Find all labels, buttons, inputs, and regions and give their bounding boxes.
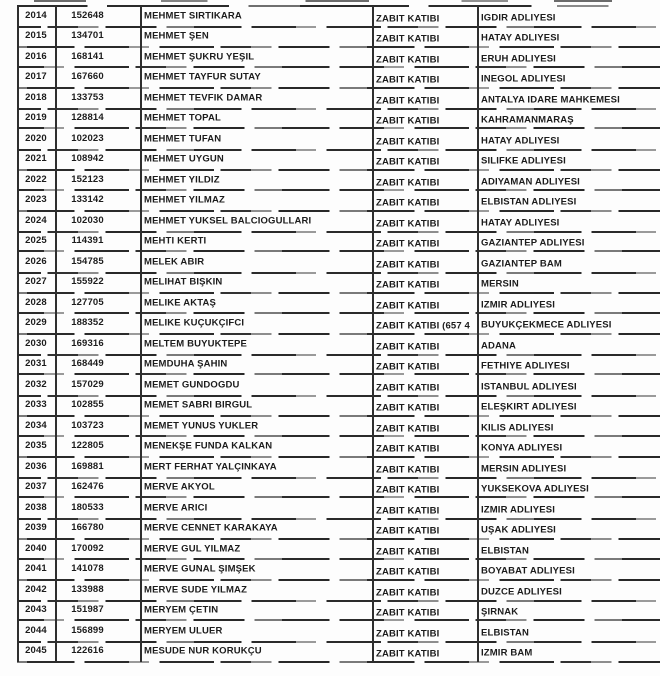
scan-artifact-top-line [34, 0, 612, 2]
cell-registry-number: 122805 [71, 441, 104, 451]
cell-job-title: ZABIT KATİBİ [376, 96, 440, 106]
cell-registry-number: 114391 [71, 236, 104, 246]
cell-registry-number: 108942 [71, 154, 104, 164]
table-row [17, 478, 660, 499]
cell-row-number: 2039 [25, 523, 47, 533]
table-row [17, 334, 660, 355]
cell-row-number: 2034 [25, 420, 47, 430]
personnel-table [17, 6, 660, 662]
cell-registry-number: 180533 [71, 502, 104, 512]
cell-registry-number: 152648 [71, 10, 104, 20]
cell-person-name: MEMDUHA ŞAHİN [144, 359, 228, 369]
cell-person-name: MEHTİ KERTİ [144, 236, 207, 246]
table-row [17, 47, 660, 68]
cell-courthouse-location: HATAY ADLİYESİ [481, 33, 560, 43]
cell-row-number: 2020 [25, 133, 47, 143]
cell-courthouse-location: ADIYAMAN ADLİYESİ [481, 177, 580, 187]
cell-job-title: ZABIT KATİBİ [376, 157, 440, 167]
cell-job-title: ZABIT KATİBİ [376, 424, 440, 434]
cell-registry-number: 154785 [71, 256, 104, 266]
cell-row-number: 2025 [25, 236, 47, 246]
table-row [17, 601, 660, 622]
cell-registry-number: 162476 [71, 482, 104, 492]
cell-person-name: MERVE AKYOL [144, 482, 215, 492]
cell-person-name: MENEKŞE FUNDA KALKAN [144, 441, 273, 451]
table-row [17, 621, 660, 642]
cell-job-title: ZABIT KATİBİ [376, 362, 440, 372]
cell-registry-number: 127705 [71, 297, 104, 307]
cell-registry-number: 133753 [71, 92, 104, 102]
cell-courthouse-location: ERUH ADLİYESİ [481, 54, 556, 64]
table-row [17, 150, 660, 171]
cell-job-title: ZABIT KATİBİ [376, 55, 440, 65]
cell-job-title: ZABIT KATİBİ [376, 465, 440, 475]
cell-person-name: MEMET GÜNDOĞDU [144, 380, 240, 390]
cell-job-title: ZABIT KATİBİ [376, 137, 440, 147]
cell-courthouse-location: KİLİS ADLİYESİ [481, 423, 554, 433]
cell-registry-number: 156899 [71, 625, 104, 635]
cell-job-title: ZABIT KATİBİ [376, 219, 440, 229]
cell-courthouse-location: UŞAK ADLİYESİ [481, 525, 556, 535]
table-row [17, 170, 660, 191]
cell-courthouse-location: ELBİSTAN [481, 628, 529, 638]
cell-job-title: ZABIT KATİBİ [376, 485, 440, 495]
cell-job-title: ZABIT KATİBİ [376, 239, 440, 249]
cell-job-title: ZABIT KATİBİ [376, 526, 440, 536]
cell-registry-number: 188352 [71, 318, 104, 328]
cell-courthouse-location: MERSİN [481, 279, 519, 289]
cell-row-number: 2038 [25, 502, 47, 512]
cell-row-number: 2014 [25, 10, 47, 20]
table-row [17, 457, 660, 478]
table-row [17, 293, 660, 314]
table-row [17, 109, 660, 130]
cell-row-number: 2027 [25, 277, 47, 287]
cell-registry-number: 152123 [71, 174, 104, 184]
cell-row-number: 2044 [25, 625, 47, 635]
cell-registry-number: 166780 [71, 523, 104, 533]
cell-person-name: MEHMET TOPAL [144, 113, 221, 123]
cell-row-number: 2023 [25, 195, 47, 205]
cell-courthouse-location: ELBİSTAN ADLİYESİ [481, 197, 577, 207]
table-row [17, 191, 660, 212]
cell-row-number: 2019 [25, 113, 47, 123]
cell-job-title: ZABIT KATİBİ [376, 260, 440, 270]
cell-courthouse-location: KAHRAMANMARAŞ [481, 115, 574, 125]
cell-row-number: 2031 [25, 359, 47, 369]
cell-job-title: ZABIT KATİBİ [376, 403, 440, 413]
cell-courthouse-location: GAZİANTEP ADLİYESİ [481, 238, 585, 248]
cell-registry-number: 122616 [71, 646, 104, 656]
cell-person-name: MERVE GÜL YILMAZ [144, 544, 241, 554]
cell-courthouse-location: HATAY ADLİYESİ [481, 136, 560, 146]
cell-job-title: ZABIT KATİBİ [376, 34, 440, 44]
cell-job-title: ZABIT KATİBİ [376, 178, 440, 188]
cell-registry-number: 102855 [71, 400, 104, 410]
cell-row-number: 2024 [25, 215, 47, 225]
cell-row-number: 2028 [25, 297, 47, 307]
cell-courthouse-location: ANTALYA İDARE MAHKEMESİ [481, 95, 620, 105]
table-row [17, 6, 660, 27]
cell-job-title: ZABIT KATİBİ [376, 116, 440, 126]
cell-courthouse-location: KONYA ADLİYESİ [481, 443, 563, 453]
cell-registry-number: 141078 [71, 564, 104, 574]
cell-job-title: ZABIT KATİBİ [376, 649, 440, 659]
cell-job-title: ZABIT KATİBİ [376, 383, 440, 393]
cell-row-number: 2040 [25, 543, 47, 553]
cell-person-name: MEHMET TAYFUR SUTAY [144, 72, 261, 82]
cell-row-number: 2022 [25, 174, 47, 184]
cell-row-number: 2016 [25, 51, 47, 61]
cell-person-name: MERVE CENNET KARAKAYA [144, 523, 278, 533]
cell-person-name: MERYEM ULUER [144, 626, 223, 636]
cell-person-name: MEHMET UYGUN [144, 154, 224, 164]
cell-person-name: MERVE SUDE YILMAZ [144, 585, 248, 595]
cell-courthouse-location: ELBİSTAN [481, 546, 529, 556]
cell-job-title: ZABIT KATİBİ [376, 567, 440, 577]
cell-courthouse-location: HATAY ADLİYESİ [481, 218, 560, 228]
table-row [17, 129, 660, 150]
cell-person-name: MERVE GÜNAL ŞİMŞEK [144, 564, 256, 574]
cell-job-title: ZABIT KATİBİ [376, 444, 440, 454]
cell-courthouse-location: İZMİR ADLİYESİ [481, 300, 556, 310]
cell-courthouse-location: DÜZCE ADLİYESİ [481, 587, 562, 597]
cell-registry-number: 167660 [71, 72, 104, 82]
cell-job-title: ZABIT KATİBİ [376, 588, 440, 598]
table-row [17, 68, 660, 89]
cell-job-title: ZABIT KATİBİ [376, 629, 440, 639]
cell-courthouse-location: ŞIRNAK [481, 607, 519, 617]
cell-job-title: ZABIT KATİBİ [376, 547, 440, 557]
cell-registry-number: 134701 [71, 31, 104, 41]
table-row [17, 416, 660, 437]
table-row [17, 273, 660, 294]
cell-person-name: MELEK ABİR [144, 257, 205, 267]
cell-courthouse-location: YÜKSEKOVA ADLİYESİ [481, 484, 589, 494]
cell-person-name: MEHMET TUFAN [144, 134, 222, 144]
cell-row-number: 2042 [25, 584, 47, 594]
cell-row-number: 2032 [25, 379, 47, 389]
cell-courthouse-location: GAZİANTEP BAM [481, 259, 562, 269]
cell-person-name: MEMET YUNUS YÜKLER [144, 421, 259, 431]
cell-job-title: ZABIT KATİBİ (657 4 [376, 321, 470, 331]
cell-courthouse-location: IĞDIR ADLİYESİ [481, 13, 556, 23]
cell-courthouse-location: FETHİYE ADLİYESİ [481, 361, 570, 371]
cell-registry-number: 168141 [71, 51, 104, 61]
table-row [17, 27, 660, 48]
table-row [17, 642, 660, 663]
cell-person-name: MERYEM ÇETİN [144, 605, 219, 615]
cell-registry-number: 169316 [71, 338, 104, 348]
table-border-left [17, 6, 19, 662]
table-row [17, 252, 660, 273]
table-row [17, 314, 660, 335]
cell-person-name: MELİKE KÜÇÜKÇİFCİ [144, 318, 245, 328]
cell-registry-number: 168449 [71, 359, 104, 369]
cell-person-name: MEMET SABRİ BİRGÜL [144, 400, 253, 410]
column-divider-id-name [140, 6, 142, 662]
cell-row-number: 2035 [25, 441, 47, 451]
cell-courthouse-location: MERSİN ADLİYESİ [481, 464, 567, 474]
table-row [17, 375, 660, 396]
cell-row-number: 2037 [25, 482, 47, 492]
cell-courthouse-location: ELEŞKİRT ADLİYESİ [481, 402, 577, 412]
table-row [17, 88, 660, 109]
cell-job-title: ZABIT KATİBİ [376, 506, 440, 516]
cell-row-number: 2029 [25, 318, 47, 328]
table-row [17, 560, 660, 581]
cell-person-name: MEHMET YILMAZ [144, 195, 225, 205]
cell-row-number: 2026 [25, 256, 47, 266]
table-rows [17, 6, 660, 662]
cell-job-title: ZABIT KATİBİ [376, 608, 440, 618]
cell-person-name: MELTEM BÜYÜKTEPE [144, 339, 248, 349]
table-row [17, 396, 660, 417]
cell-person-name: MEHMET SIRTIKARA [144, 11, 242, 21]
cell-job-title: ZABIT KATİBİ [376, 342, 440, 352]
cell-person-name: MELİKE AKTAŞ [144, 298, 216, 308]
cell-person-name: MEHMET YILDIZ [144, 175, 220, 185]
cell-registry-number: 133142 [71, 195, 104, 205]
cell-courthouse-location: BOYABAT ADLİYESİ [481, 566, 575, 576]
cell-courthouse-location: İZMİR ADLİYESİ [481, 505, 556, 515]
cell-row-number: 2033 [25, 400, 47, 410]
cell-row-number: 2021 [25, 154, 47, 164]
cell-registry-number: 157029 [71, 379, 104, 389]
cell-registry-number: 103723 [71, 420, 104, 430]
cell-job-title: ZABIT KATİBİ [376, 14, 440, 24]
table-row [17, 437, 660, 458]
cell-row-number: 2041 [25, 564, 47, 574]
table-row [17, 539, 660, 560]
cell-registry-number: 128814 [71, 113, 104, 123]
cell-row-number: 2030 [25, 338, 47, 348]
cell-courthouse-location: İNEGÖL ADLİYESİ [481, 74, 566, 84]
cell-row-number: 2017 [25, 72, 47, 82]
column-divider-name-title [372, 6, 374, 662]
table-row [17, 232, 660, 253]
table-row [17, 355, 660, 376]
cell-person-name: MEHMET TEVFİK DAMAR [144, 93, 263, 103]
table-row [17, 211, 660, 232]
cell-row-number: 2018 [25, 92, 47, 102]
cell-person-name: MERVE ARICI [144, 503, 208, 513]
cell-courthouse-location: İZMİR BAM [481, 648, 533, 658]
table-row [17, 498, 660, 519]
cell-person-name: MEHMET YÜKSEL BALCIOĞULLARI [144, 216, 312, 226]
table-row [17, 519, 660, 540]
cell-registry-number: 151987 [71, 605, 104, 615]
cell-courthouse-location: SİLİFKE ADLİYESİ [481, 156, 566, 166]
cell-job-title: ZABIT KATİBİ [376, 301, 440, 311]
cell-person-name: MERT FERHAT YALÇINKAYA [144, 462, 277, 472]
cell-courthouse-location: İSTANBUL ADLİYESİ [481, 382, 577, 392]
cell-registry-number: 170092 [71, 543, 104, 553]
cell-job-title: ZABIT KATİBİ [376, 198, 440, 208]
table-row [17, 580, 660, 601]
cell-courthouse-location: BÜYÜKÇEKMECE ADLİYESİ [481, 320, 612, 330]
cell-row-number: 2036 [25, 461, 47, 471]
cell-person-name: MEHMET ŞEN [144, 31, 209, 41]
cell-courthouse-location: ADANA [481, 341, 517, 351]
cell-job-title: ZABIT KATİBİ [376, 280, 440, 290]
cell-person-name: MESUDE NUR KORUKÇU [144, 646, 262, 656]
cell-row-number: 2045 [25, 646, 47, 656]
cell-registry-number: 169881 [71, 461, 104, 471]
cell-person-name: MEHMET ŞÜKRÜ YEŞİL [144, 52, 255, 62]
column-divider-number-id [55, 6, 57, 662]
cell-person-name: MELİHAT BİŞKİN [144, 277, 223, 287]
cell-registry-number: 102023 [71, 133, 104, 143]
cell-registry-number: 133988 [71, 584, 104, 594]
cell-row-number: 2015 [25, 31, 47, 41]
cell-row-number: 2043 [25, 605, 47, 615]
column-divider-title-location [477, 6, 479, 662]
cell-registry-number: 155922 [71, 277, 104, 287]
cell-job-title: ZABIT KATİBİ [376, 75, 440, 85]
cell-registry-number: 102030 [71, 215, 104, 225]
